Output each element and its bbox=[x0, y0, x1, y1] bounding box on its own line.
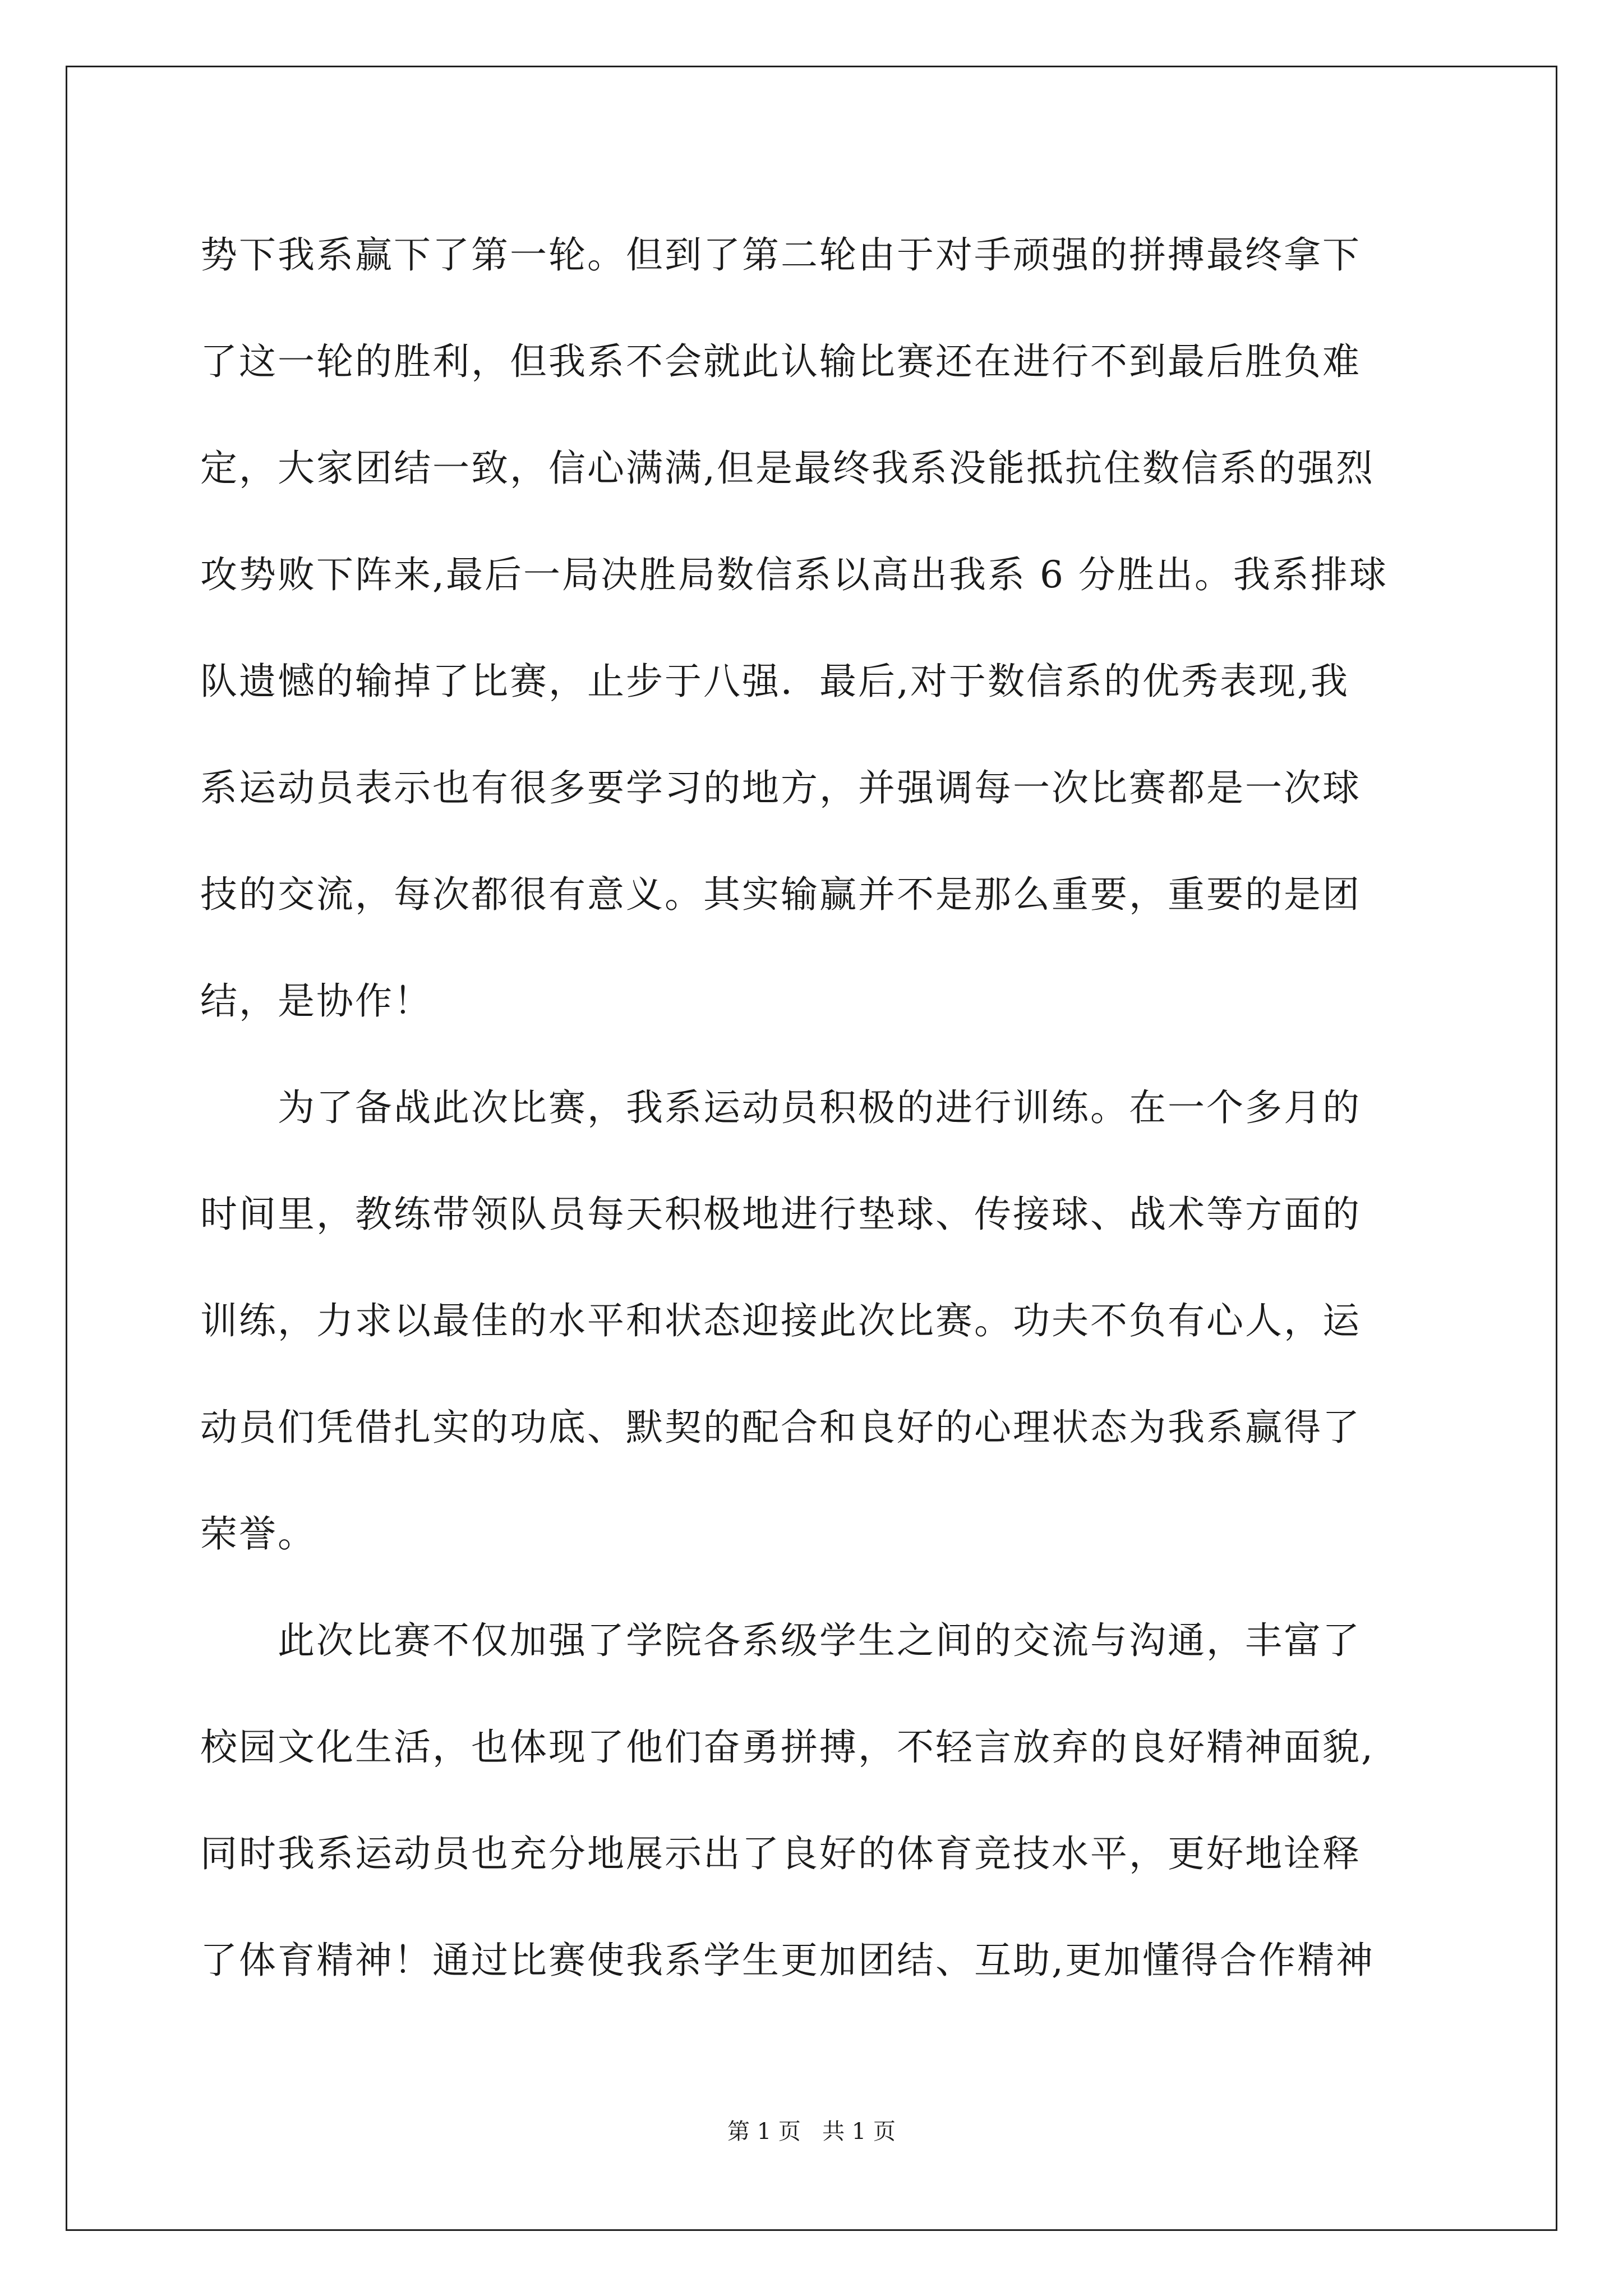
text-line: 时间里，教练带领队员每天积极地进行垫球、传接球、战术等方面的 bbox=[200, 1193, 1361, 1236]
text-line: 了体育精神！通过比赛使我系学生更加团结、互助,更加懂得合作精神 bbox=[200, 1939, 1375, 1982]
page-number: 第 1 页 bbox=[727, 2119, 801, 2145]
document-body bbox=[200, 202, 1434, 2014]
text-line: 训练，力求以最佳的水平和状态迎接此次比赛。功夫不负有心人，运 bbox=[200, 1299, 1361, 1342]
text-line: 定，大家团结一致，信心满满,但是最终我系没能抵抗住数信系的强烈 bbox=[200, 447, 1375, 490]
text-line: 为了备战此次比赛，我系运动员积极的进行训练。在一个多月的 bbox=[200, 1086, 1361, 1129]
text-line: 同时我系运动员也充分地展示出了良好的体育竞技水平，更好地诠释 bbox=[200, 1832, 1361, 1875]
page-total: 共 1 页 bbox=[822, 2119, 896, 2145]
text-line: 荣誉。 bbox=[200, 1512, 316, 1556]
text-line: 势下我系赢下了第一轮。但到了第二轮由于对手顽强的拼搏最终拿下 bbox=[200, 233, 1361, 277]
text-line: 了这一轮的胜利，但我系不会就此认输比赛还在进行不到最后胜负难 bbox=[200, 340, 1361, 383]
text-line: 校园文化生活，也体现了他们奋勇拼搏，不轻言放弃的良好精神面貌, bbox=[200, 1726, 1375, 1769]
text-line: 系运动员表示也有很多要学习的地方，并强调每一次比赛都是一次球 bbox=[200, 766, 1361, 809]
text-line: 队遗憾的输掉了比赛，止步于八强．最后,对于数信系的优秀表现,我 bbox=[200, 660, 1349, 703]
text-line: 结，是协作！ bbox=[200, 979, 432, 1023]
text-line: 动员们凭借扎实的功底、默契的配合和良好的心理状态为我系赢得了 bbox=[200, 1406, 1361, 1449]
text-line: 攻势败下阵来,最后一局决胜局数信系以高出我系 6 分胜出。我系排球 bbox=[200, 553, 1388, 596]
text-line: 此次比赛不仅加强了学院各系级学生之间的交流与沟通，丰富了 bbox=[200, 1619, 1361, 1662]
text-line: 技的交流，每次都很有意义。其实输赢并不是那么重要，重要的是团 bbox=[200, 873, 1361, 916]
page-footer bbox=[0, 2115, 1623, 2148]
